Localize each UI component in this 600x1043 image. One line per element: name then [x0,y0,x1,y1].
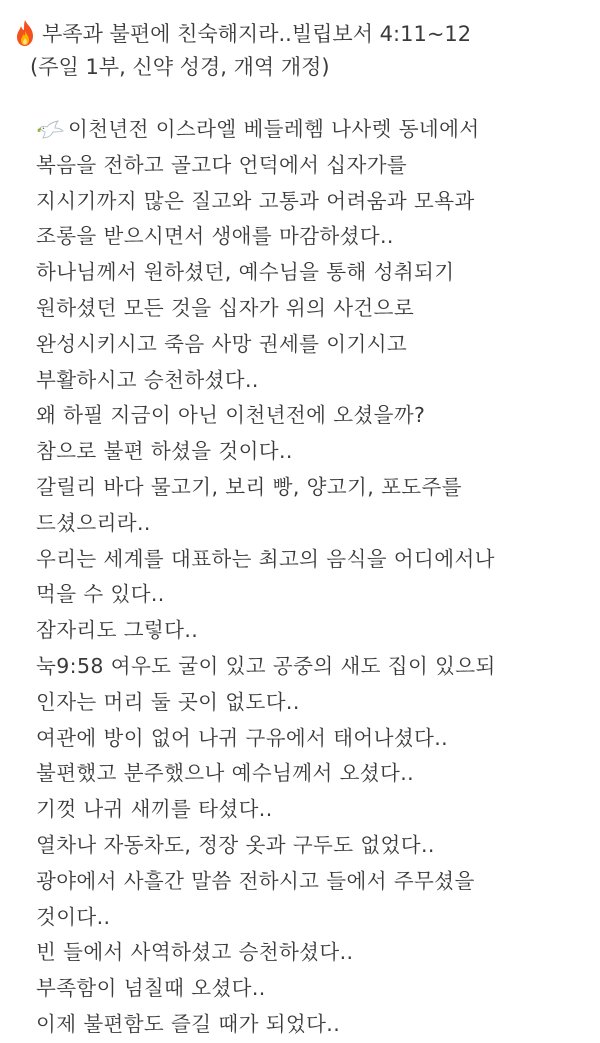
body-line: 드셨으리라.. [36,510,151,535]
body-line: 우리는 세계를 대표하는 최고의 음식을 어디에서나 [36,546,495,571]
body-line-text: 이천년전 이스라엘 베들레헴 나사렛 동네에서 [68,117,480,141]
body-line: 원하셨던 모든 것을 십자가 위의 사건으로 [36,295,415,320]
body-line: 인자는 머리 둘 곳이 없도다.. [36,689,300,714]
body-line: 하나님께서 원하셨던, 예수님을 통해 성취되기 [36,260,455,285]
body-line: 것이다.. [36,904,111,929]
body-line: 참으로 불편 하셨을 것이다.. [36,439,293,464]
body-line: 복음을 전하고 골고다 언덕에서 십자가를 [36,152,408,177]
fire-icon [14,19,36,47]
body-line: 여관에 방이 없어 나귀 구유에서 태어나셨다.. [36,725,449,750]
body-line: 기껏 나귀 새끼를 타셨다.. [36,797,273,822]
title-line [14,16,594,50]
body-line: 왜 하필 지금이 아닌 이천년전에 오셨을까? [36,403,426,428]
body-line: 조롱을 받으시면서 생애를 마감하셨다.. [36,224,394,249]
body-line: 지시기까지 많은 질고와 고통과 어려움과 모욕과 [36,188,475,213]
body-line: 갈릴리 바다 물고기, 보리 빵, 양고기, 포도주를 [36,474,462,499]
body-line: 이제 불편함도 즐길 때가 되었다.. [36,1011,341,1036]
body-line: 빈 들에서 사역하셨고 승천하셨다.. [36,940,354,965]
body-line: 잠자리도 그렇다.. [36,618,199,643]
body-line: 눅9:58 여우도 굴이 있고 공중의 새도 집이 있으되 [36,653,496,678]
note-header [14,16,594,84]
body-line: 먹을 수 있다.. [36,582,165,607]
body-line: 완성시키시고 죽음 사망 권세를 이기시고 [36,331,408,356]
body-line: 열차나 자동차도, 정장 옷과 구두도 없었다.. [36,832,435,857]
body-line: 부활하시고 승천하셨다.. [36,367,259,392]
body-line: 불편했고 분주했으나 예수님께서 오셨다.. [36,761,415,786]
page-title: 부족과 불편에 친숙해지라..빌립보서 4:11~12 [42,22,472,46]
dove-icon [36,118,66,142]
body-line [36,112,596,148]
body-line: 광야에서 사흘간 말씀 전하시고 들에서 주무셨을 [36,868,475,893]
body-line: 부족함이 넘칠때 오셨다.. [36,976,266,1001]
page-subtitle: (주일 1부, 신약 성경, 개역 개정) [30,55,330,79]
body-text [36,112,596,1043]
